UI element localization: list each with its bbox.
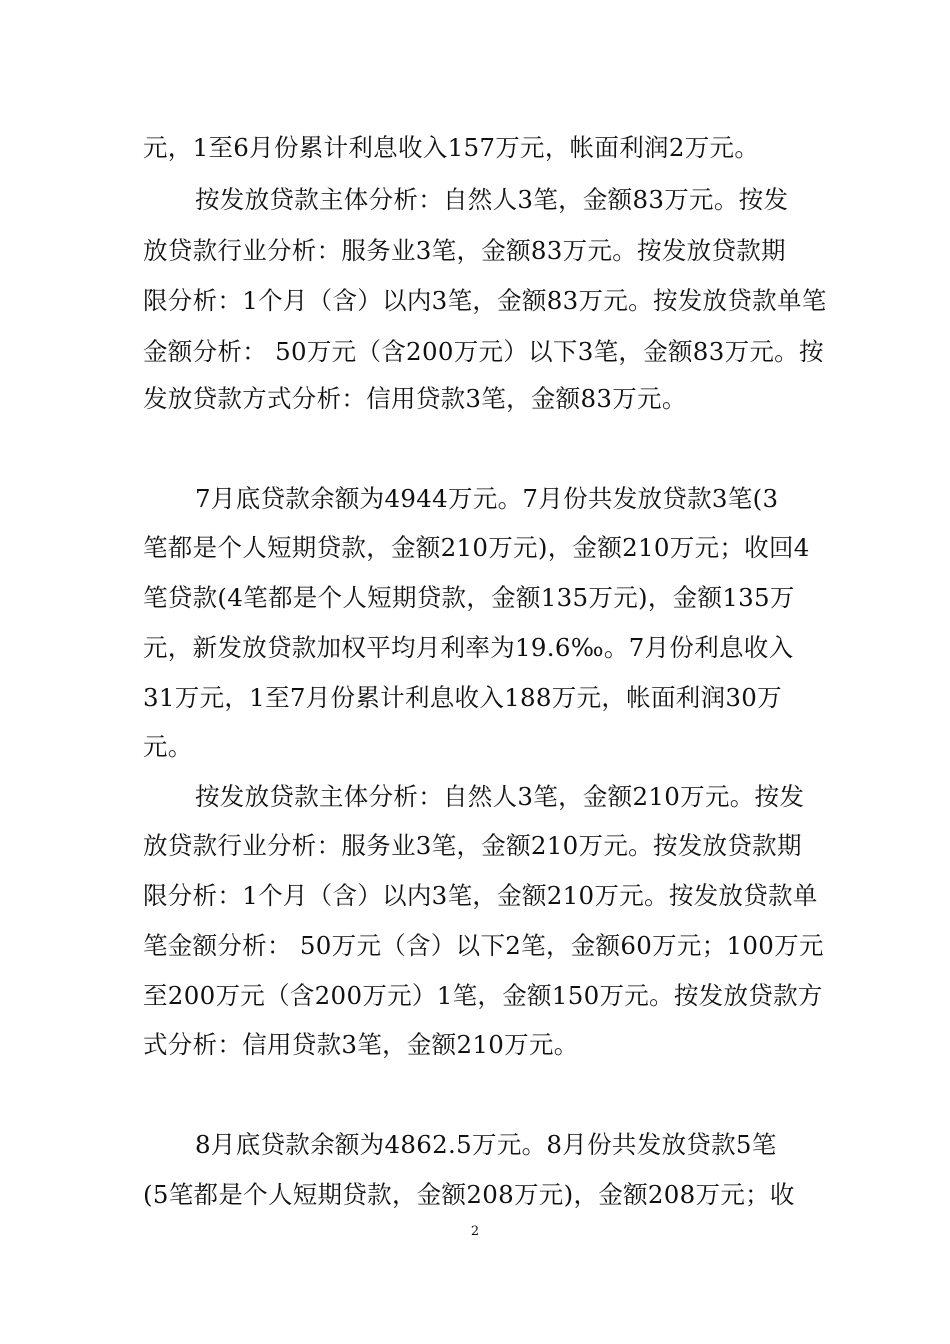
text-line: 元。 [143,732,193,761]
text-line: 8月底贷款余额为4862.5万元。8月份共发放贷款5笔 [195,1130,777,1159]
text-line: (5笔都是个人短期贷款，金额208万元)，金额208万元；收 [143,1180,795,1209]
text-line: 限分析：1个月（含）以内3笔，金额83万元。按发放贷款单笔 [143,286,827,315]
text-line: 按发放贷款主体分析：自然人3笔，金额83万元。按发 [195,185,789,214]
text-line: 式分析：信用贷款3笔，金额210万元。 [143,1030,579,1059]
text-line: 元，新发放贷款加权平均月利率为19.6‰。7月份利息收入 [143,633,794,662]
text-line: 按发放贷款主体分析：自然人3笔，金额210万元。按发 [195,782,805,811]
text-line: 金额分析： 50万元（含200万元）以下3笔，金额83万元。按 [143,337,824,366]
text-line: 元，1至6月份累计利息收入157万元，帐面利润2万元。 [143,133,760,162]
text-line: 放贷款行业分析：服务业3笔，金额83万元。按发放贷款期 [143,236,786,265]
text-line: 31万元，1至7月份累计利息收入188万元，帐面利润30万 [143,683,782,712]
text-line: 限分析：1个月（含）以内3笔，金额210万元。按发放贷款单 [143,881,818,910]
text-line: 发放贷款方式分析：信用贷款3笔，金额83万元。 [143,384,687,413]
text-line: 笔贷款(4笔都是个人短期贷款，金额135万元)，金额135万 [143,583,795,612]
text-line: 至200万元（含200万元）1笔，金额150万元。按发放贷款方 [143,981,823,1010]
text-line: 7月底贷款余额为4944万元。7月份共发放贷款3笔(3 [195,484,779,513]
text-line: 笔金额分析： 50万元（含）以下2笔，金额60万元；100万元 [143,931,824,960]
text-line: 笔都是个人短期贷款，金额210万元)，金额210万元；收回4 [143,533,810,562]
text-line: 放贷款行业分析：服务业3笔，金额210万元。按发放贷款期 [143,831,802,860]
page-number: 2 [470,1224,480,1239]
